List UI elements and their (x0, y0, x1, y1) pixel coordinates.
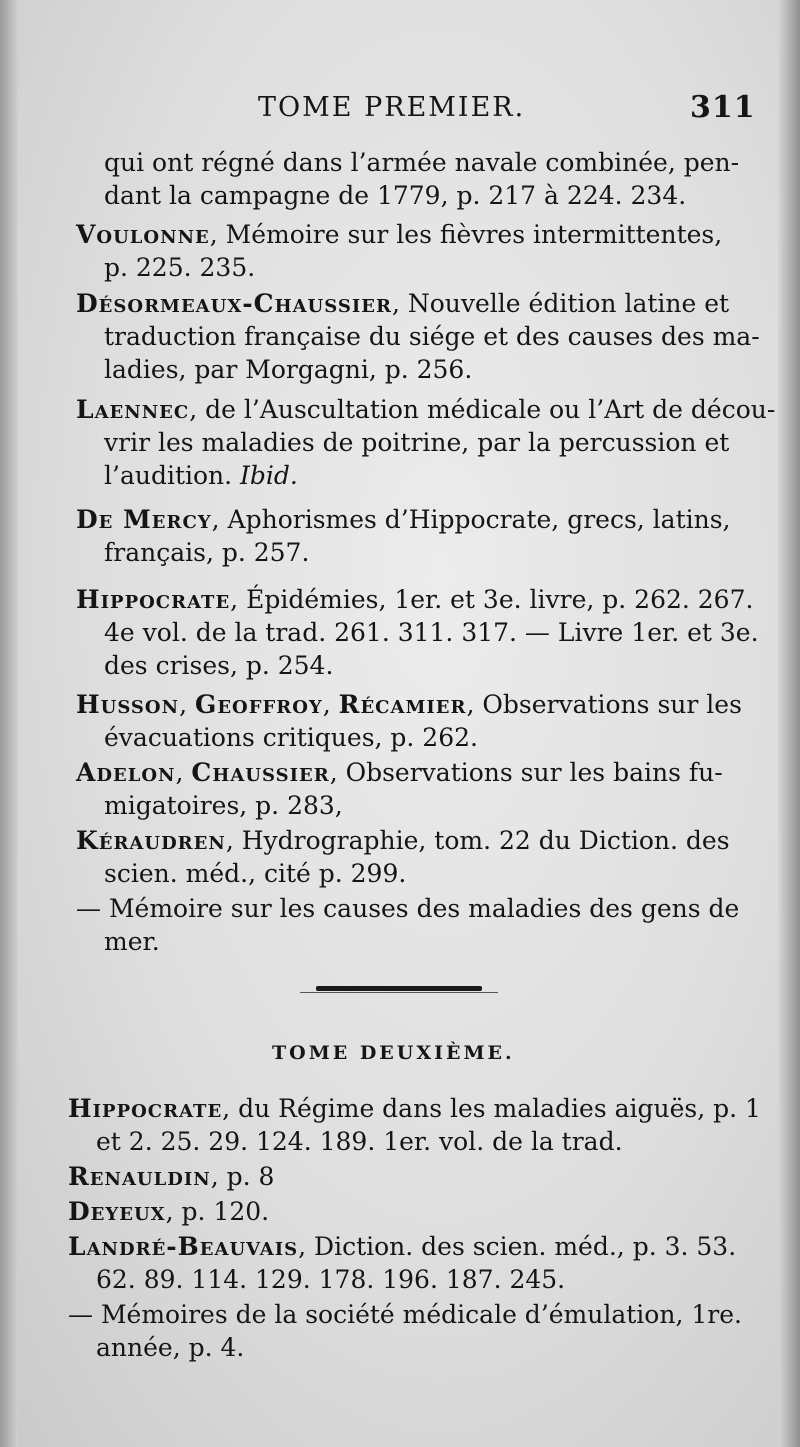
entry-text: , Observations sur les bains fu- (329, 758, 723, 787)
bibliography-entry (68, 1298, 748, 1364)
entry-line: qui ont régné dans l’armée navale combinée, pen- (104, 148, 740, 177)
author-name: Landré-Beauvais (68, 1232, 299, 1261)
entry-line: vrir les maladies de poitrine, par la percussion et (104, 428, 730, 457)
author-name: Kéraudren (76, 826, 226, 855)
bibliography-entry (76, 146, 756, 212)
entry-line: dant la campagne de 1779, p. 217 à 224. 234. (104, 181, 687, 210)
entry-line: français, p. 257. (104, 538, 310, 567)
author-name: Laennec (76, 395, 190, 424)
entry-line: des crises, p. 254. (104, 651, 334, 680)
author-name: Désormeaux-Chaussier (76, 289, 392, 318)
entry-text: l’audition. (104, 461, 241, 490)
author-name: De Mercy (76, 505, 212, 534)
bibliography-entry (76, 393, 776, 492)
entry-line: ladies, par Morgagni, p. 256. (104, 355, 473, 384)
entry-line: année, p. 4. (96, 1333, 245, 1362)
bibliography-entry (68, 1092, 761, 1158)
entry-text: , Observations sur les (466, 690, 742, 719)
entry-line: évacuations critiques, p. 262. (104, 723, 478, 752)
page-left-edge (0, 0, 18, 1447)
author-name: Adelon (76, 758, 176, 787)
entry-text: , p. 8 (210, 1162, 275, 1191)
bibliography-entry (76, 218, 756, 284)
bibliography-entry (76, 287, 760, 386)
page-right-edge (778, 0, 800, 1447)
entry-text: , Diction. des scien. méd., p. 3. 53. (298, 1232, 737, 1261)
section-title: TOME DEUXIÈME. (272, 1042, 515, 1064)
bibliography-entry: Adelon, Chaussier, Observations sur les bains fu- migatoires, p. 283, (76, 756, 756, 822)
entry-text: , Épidémies, 1er. et 3e. livre, p. 262. 267. (230, 585, 754, 614)
author-name: Renauldin (68, 1162, 211, 1191)
author-name: Voulonne (76, 220, 210, 249)
ibid-reference: Ibid. (240, 461, 298, 490)
entry-line: mer. (104, 927, 160, 956)
bibliography-entry (76, 583, 759, 682)
bibliography-entry (76, 824, 756, 890)
bibliography-entry (68, 1230, 748, 1296)
author-name: Hippocrate (68, 1094, 223, 1123)
bibliography-entry (76, 892, 756, 958)
entry-line: 62. 89. 114. 129. 178. 196. 187. 245. (96, 1265, 566, 1294)
entry-text: , Mémoire sur les fièvres intermittentes, (209, 220, 723, 249)
entry-line: 4e vol. de la trad. 261. 311. 317. — Livre 1er. et 3e. (104, 618, 759, 647)
running-title: TOME PREMIER. (258, 92, 526, 123)
bibliography-entry (68, 1160, 748, 1193)
entry-text: , du Régime dans les maladies aiguës, p. 1 (222, 1094, 761, 1123)
entry-text: , de l’Auscultation médicale ou l’Art de décou- (189, 395, 776, 424)
entry-line: — Mémoires de la société médicale d’émulation, 1re. (68, 1300, 742, 1329)
page-number: 311 (690, 90, 756, 125)
entry-line: traduction française du siége et des causes des ma- (104, 322, 760, 351)
entry-text: , Nouvelle édition latine et (391, 289, 730, 318)
bibliography-entry: Husson, Geoffroy, Récamier, Observations sur les évacuations critiques, p. 262. (76, 688, 756, 754)
section-divider (316, 986, 482, 991)
entry-text: , Hydrographie, tom. 22 du Diction. des (225, 826, 730, 855)
author-name: Récamier (338, 690, 467, 719)
bibliography-entry (68, 1195, 748, 1228)
entry-line: — Mémoire sur les causes des maladies des gens de (76, 894, 740, 923)
author-name: Deyeux (68, 1197, 166, 1226)
entry-line: scien. méd., cité p. 299. (104, 859, 407, 888)
author-name: Geoffroy (194, 690, 323, 719)
section-divider-thin (300, 992, 498, 993)
author-name: Hippocrate (76, 585, 231, 614)
entry-line: et 2. 25. 29. 124. 189. 1er. vol. de la trad. (96, 1127, 623, 1156)
entry-text: , p. 120. (165, 1197, 270, 1226)
author-name: Husson (76, 690, 180, 719)
author-name: Chaussier (191, 758, 330, 787)
entry-line: p. 225. 235. (104, 253, 256, 282)
entry-line: migatoires, p. 283, (104, 791, 343, 820)
bibliography-entry (76, 503, 756, 569)
page-header (0, 92, 800, 132)
entry-text: , Aphorismes d’Hippocrate, grecs, latins, (211, 505, 731, 534)
